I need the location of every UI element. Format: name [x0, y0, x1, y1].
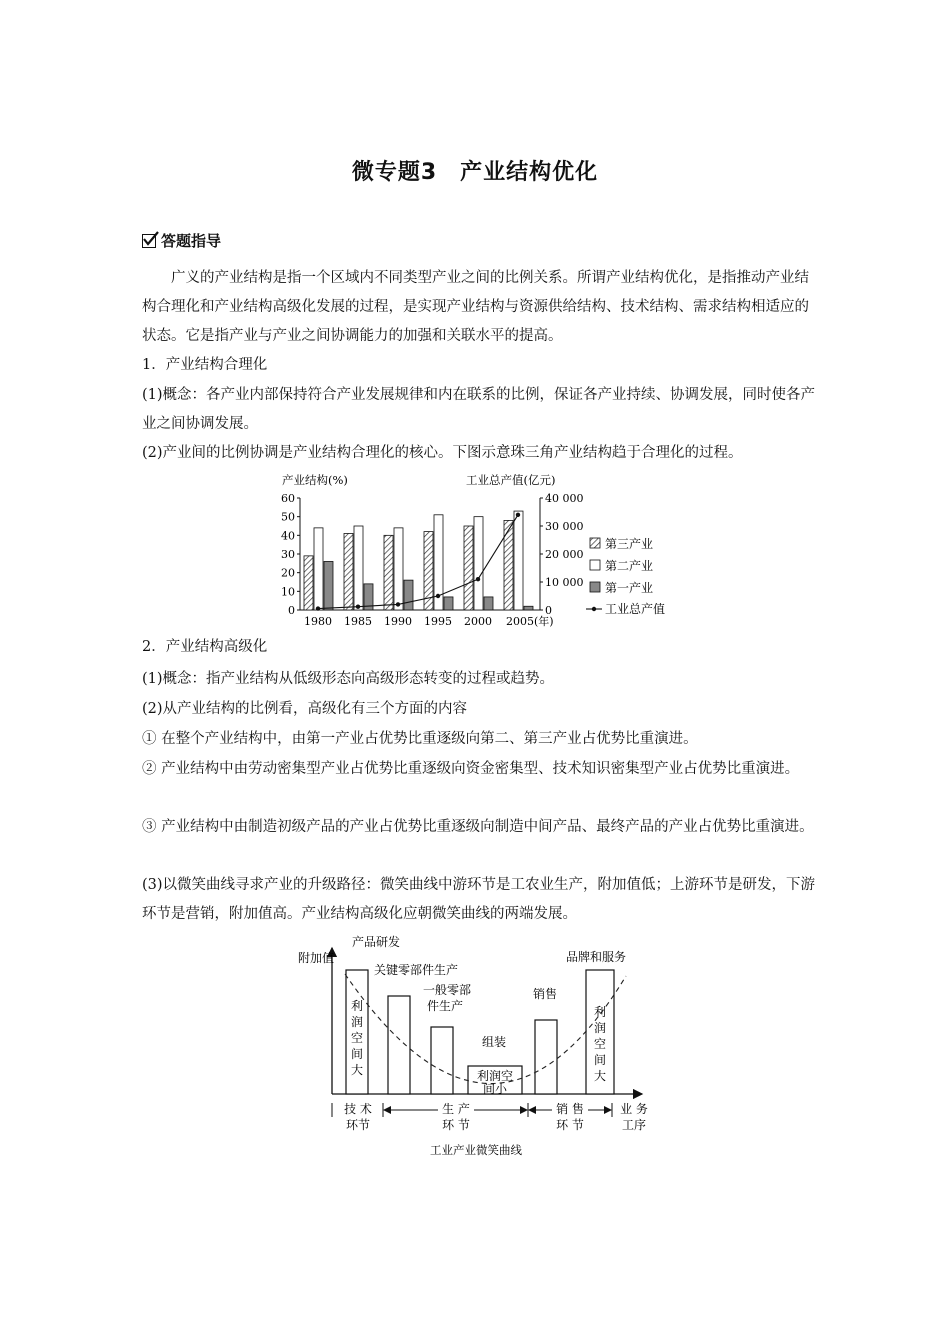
- section2-p3: (3)以微笑曲线寻求产业的升级路径：微笑曲线中游环节是工农业生产，附加值低；上游环节是研发，下游环节是营销，附加值高。产业结构高级化应朝微笑曲线的两端发展。: [142, 877, 816, 922]
- label-sales: 销售: [533, 987, 558, 1001]
- chart-bar-white: [514, 511, 523, 610]
- stage-tech-2: 环节: [345, 1118, 371, 1132]
- smile-caption: 工业产业微笑曲线: [430, 1143, 522, 1157]
- legend-line-label: 工业总产值: [605, 602, 666, 616]
- chart-bar-white: [394, 528, 403, 610]
- label-rd: 产品研发: [352, 935, 401, 949]
- profit-right-3: 间: [593, 1053, 607, 1067]
- legend-label: 第三产业: [605, 537, 654, 551]
- profit-left-1: 润: [350, 1015, 364, 1029]
- chart-xtick-label: 1990: [384, 615, 412, 628]
- legend-label: 第一产业: [605, 581, 654, 595]
- chart-ytick-label: 30: [281, 548, 295, 561]
- profit-left-4: 大: [350, 1063, 364, 1077]
- section2-item2: ② 产业结构中由劳动密集型产业占优势比重逐级向资金密集型、技术知识密集型产业占优势比重演进。: [142, 761, 800, 777]
- section2-title: 2．产业结构高级化: [142, 639, 268, 655]
- pearl-delta-chart: [270, 470, 680, 630]
- profit-right-1: 润: [593, 1021, 607, 1035]
- chart-line-point: [516, 513, 520, 517]
- profit-right-0: 利: [593, 1005, 607, 1019]
- chart-bar-white: [474, 517, 483, 610]
- chart-line-point: [436, 594, 440, 598]
- legend-label: 第二产业: [605, 559, 654, 573]
- chart-line-point: [396, 602, 400, 606]
- chart-ytick-label: 40: [281, 529, 295, 543]
- chart-bar-gray: [524, 606, 533, 610]
- guide-heading-text: 答题指导: [161, 232, 222, 250]
- chart-ytick-label: 10: [281, 585, 295, 599]
- chart-bar-white: [314, 528, 323, 610]
- label-assembly: 组装: [482, 1035, 507, 1049]
- chart-y2tick-label: 40 000: [545, 492, 584, 505]
- profit-right-2: 空: [593, 1037, 607, 1051]
- chart-xtick-label: 1995: [424, 615, 452, 628]
- chart-ylabel: 产业结构(%): [282, 473, 348, 487]
- chart-xtick-label: 2005(年): [506, 615, 554, 628]
- x-axis-label-1: 业 务: [620, 1102, 648, 1116]
- section2-p1: (1)概念：指产业结构从低级形态向高级形态转变的过程或趋势。: [142, 671, 555, 687]
- checkbox-icon: [142, 234, 156, 248]
- section1-p2: (2)产业间的比例协调是产业结构合理化的核心。下图示意珠三角产业结构趋于合理化的过程。: [142, 445, 743, 461]
- label-general-parts-1: 一般零部: [423, 983, 472, 997]
- profit-small-1: 利润空: [476, 1069, 514, 1083]
- profit-left-0: 利: [350, 999, 364, 1013]
- stage-prod-1: 生 产: [442, 1102, 470, 1116]
- section2-item1: ① 在整个产业结构中，由第一产业占优势比重逐级向第二、第三产业占优势比重演进。: [142, 731, 698, 747]
- legend-swatch-hatched: [590, 538, 600, 548]
- chart-bar-gray: [404, 580, 413, 610]
- chart-bar-white: [354, 526, 363, 610]
- section2-p2: (2)从产业结构的比例看，高级化有三个方面的内容: [142, 701, 468, 717]
- chart-bar-hatched: [344, 533, 353, 610]
- profit-right-4: 大: [593, 1069, 607, 1083]
- chart-bar-gray: [324, 561, 333, 610]
- stage-sales-1: 销 售: [556, 1102, 584, 1116]
- section1-title: 1．产业结构合理化: [142, 357, 268, 373]
- x-axis-label-2: 工序: [621, 1118, 647, 1132]
- label-brand: 品牌和服务: [566, 950, 627, 964]
- smile-curve-diagram: [290, 930, 670, 1160]
- chart-y2tick-label: 30 000: [545, 520, 584, 533]
- stage-tech-1: 技 术: [344, 1102, 372, 1116]
- chart-ytick-label: 60: [281, 492, 295, 505]
- stage-prod-2: 环 节: [442, 1118, 470, 1132]
- label-general-parts-2: 件生产: [427, 999, 464, 1013]
- chart-line-point: [476, 577, 480, 581]
- chart-y2tick-label: 20 000: [545, 548, 584, 561]
- chart-ytick-label: 50: [281, 510, 295, 524]
- chart-line-point: [316, 606, 320, 610]
- chart-y2label: 工业总产值(亿元): [466, 473, 556, 487]
- bar-sales: [535, 1020, 557, 1094]
- y-axis-label: 附加值: [298, 951, 335, 965]
- chart-xtick-label: 2000: [464, 615, 492, 628]
- section1-p1: (1)概念：各产业内部保持符合产业发展规律和内在联系的比例，保证各产业持续、协调发展，同时使各产业之间协调发展。: [142, 387, 816, 432]
- chart-ytick-label: 20: [281, 566, 295, 580]
- guide-intro: 广义的产业结构是指一个区域内不同类型产业之间的比例关系。所谓产业结构优化，是指推动产业结构合理化和产业结构高级化发展的过程，是实现产业结构与资源供给结构、技术结构、需求结构相适应的状态。它是指产业与产业之间协调能力的加强和关联水平的提高。: [142, 270, 809, 344]
- chart-xtick-label: 1985: [344, 615, 372, 628]
- profit-left-2: 空: [350, 1031, 364, 1045]
- guide-heading: [142, 230, 221, 251]
- stage-sales-2: 环 节: [556, 1118, 584, 1132]
- chart-bar-gray: [484, 597, 493, 610]
- chart-bar-hatched: [504, 520, 513, 610]
- bar-key-parts: [388, 996, 410, 1094]
- section2-item3: ③ 产业结构中由制造初级产品的产业占优势比重逐级向制造中间产品、最终产品的产业占优势比重演进。: [142, 819, 814, 835]
- profit-left-3: 间: [350, 1047, 364, 1061]
- page-title: 微专题3 产业结构优化: [351, 160, 599, 185]
- chart-bar-hatched: [304, 556, 313, 610]
- chart-y2tick-label: 0: [545, 604, 552, 617]
- legend-swatch-gray: [590, 582, 600, 592]
- chart-y2tick-label: 10 000: [545, 576, 584, 589]
- profit-small-2: 间小: [482, 1082, 508, 1096]
- label-key-parts: 关键零部件生产: [374, 963, 459, 977]
- chart-bar-gray: [444, 597, 453, 610]
- legend-swatch-white: [590, 560, 600, 570]
- chart-bar-hatched: [464, 526, 473, 610]
- chart-xtick-label: 1980: [304, 615, 332, 628]
- legend-line-point: [592, 607, 596, 611]
- chart-line-point: [356, 604, 360, 608]
- bar-general-parts: [431, 1027, 453, 1094]
- chart-bar-hatched: [384, 535, 393, 610]
- chart-ytick-label: 0: [288, 604, 295, 617]
